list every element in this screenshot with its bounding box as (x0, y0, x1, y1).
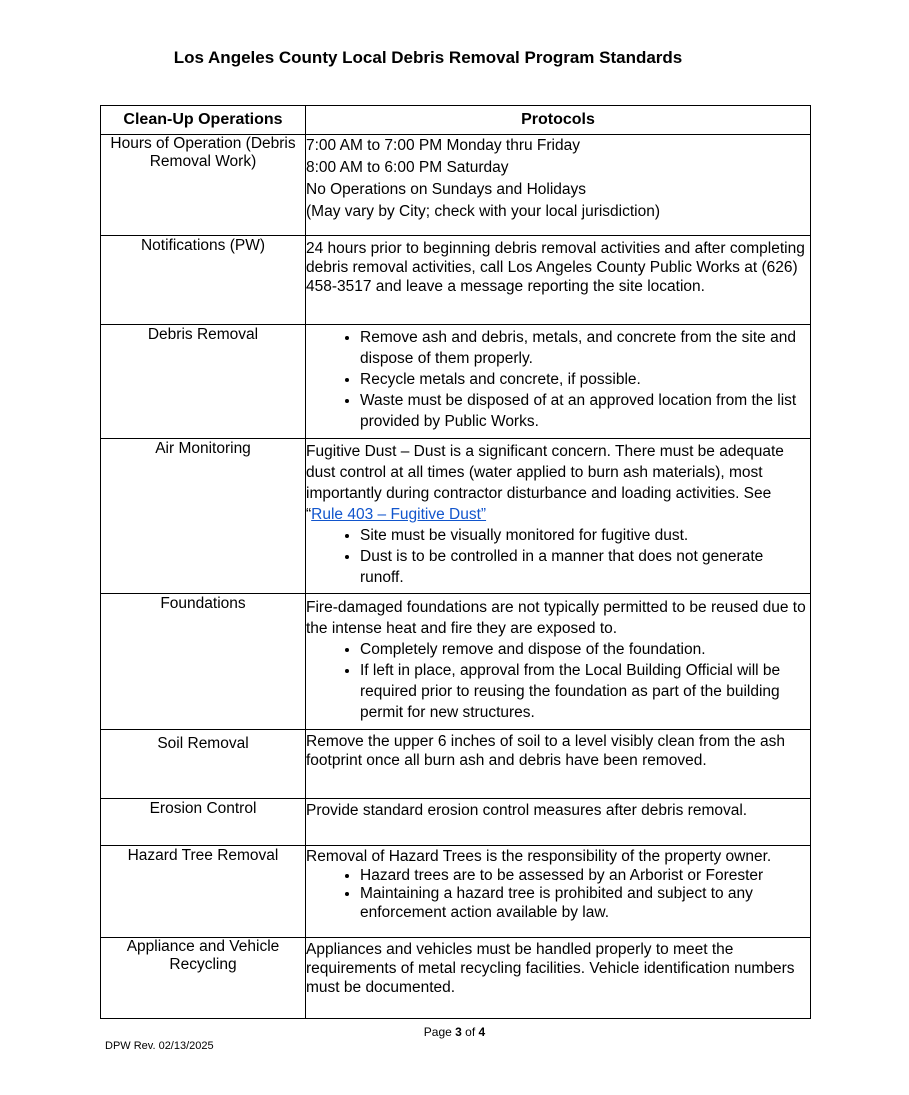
column-header-protocols: Protocols (306, 106, 811, 135)
operation-cell: Air Monitoring (101, 439, 306, 594)
protocol-cell (306, 938, 811, 1019)
operation-cell: Erosion Control (101, 799, 306, 846)
hours-line: No Operations on Sundays and Holidays (306, 181, 587, 198)
hours-line: 8:00 AM to 6:00 PM Saturday (306, 159, 509, 176)
protocol-text: Fugitive Dust – Dust is a significant concern. There must be adequate dust control at all times (water applied to burn ash materials), most importantly during contractor disturbance and loading activities. See “ (306, 443, 784, 523)
protocols-table (100, 105, 811, 1019)
table-row-notifications (101, 236, 811, 325)
operation-cell: Hazard Tree Removal (101, 846, 306, 938)
list-item: • Site must be visually monitored for fugitive dust. (360, 525, 810, 546)
table-row-soil-removal (101, 730, 811, 799)
protocol-cell (306, 594, 811, 730)
operation-cell: Soil Removal (101, 730, 306, 799)
revision-date: DPW Rev. 02/13/2025 (105, 1040, 214, 1052)
protocol-cell (306, 439, 811, 594)
page-of: of (465, 1025, 476, 1039)
table-header-row (101, 106, 811, 135)
page-total: 4 (478, 1025, 486, 1039)
operation-cell: Appliance and Vehicle Recycling (101, 938, 306, 1019)
bullet-list (306, 327, 810, 432)
column-header-operations: Clean-Up Operations (101, 106, 306, 135)
rule-403-link[interactable]: Rule 403 – Fugitive Dust” (311, 506, 487, 523)
protocol-cell (306, 135, 811, 236)
protocol-text: Fire-damaged foundations are not typically permitted to be reused due to the intense heat and fire they are exposed to. (306, 599, 806, 637)
bullet-list (306, 525, 810, 588)
hours-line: 7:00 AM to 7:00 PM Monday thru Friday (306, 137, 580, 154)
bullet-list (306, 639, 810, 723)
table-row-foundations (101, 594, 811, 730)
list-item: • If left in place, approval from the Local Building Official will be required prior to reusing the foundation as part of the building permit for new structures. (360, 660, 810, 723)
page-prefix: Page (423, 1025, 452, 1039)
operation-cell: Notifications (PW) (101, 236, 306, 325)
hours-line: (May vary by City; check with your local jurisdiction) (306, 203, 661, 220)
protocol-cell (306, 799, 811, 846)
page-number (0, 1025, 909, 1039)
protocol-cell (306, 325, 811, 439)
table-row-hours (101, 135, 811, 236)
bullet-list (306, 867, 810, 923)
protocol-text: Appliances and vehicles must be handled properly to meet the requirements of metal recycling facilities. Vehicle identification numbers must be documented. (306, 941, 795, 996)
table-row-air-monitoring (101, 439, 811, 594)
protocol-cell (306, 846, 811, 938)
protocol-cell (306, 236, 811, 325)
table-row-hazard-tree-removal (101, 846, 811, 938)
table-row-erosion-control (101, 799, 811, 846)
page-current: 3 (455, 1025, 462, 1039)
table-row-debris-removal (101, 325, 811, 439)
protocol-text: 24 hours prior to beginning debris removal activities and after completing debris removal activities, call Los Angeles County Public Works at (626) 458-3517 and leave a message reporting the site location. (306, 240, 805, 295)
list-item: • Maintaining a hazard tree is prohibited and subject to any enforcement action available by law. (360, 885, 810, 922)
list-item: • Dust is to be controlled in a manner that does not generate runoff. (360, 546, 810, 588)
list-item: • Remove ash and debris, metals, and concrete from the site and dispose of them properly. (360, 327, 810, 369)
protocol-text: Removal of Hazard Trees is the responsibility of the property owner. (306, 848, 772, 865)
page-title: Los Angeles County Local Debris Removal Program Standards (173, 48, 683, 67)
operation-cell: Hours of Operation (Debris Removal Work) (101, 135, 306, 236)
list-item: • Recycle metals and concrete, if possible. (360, 369, 810, 390)
list-item: • Completely remove and dispose of the foundation. (360, 639, 810, 660)
operation-cell: Debris Removal (101, 325, 306, 439)
list-item: • Hazard trees are to be assessed by an Arborist or Forester (360, 867, 810, 886)
list-item: • Waste must be disposed of at an approved location from the list provided by Public Works. (360, 390, 810, 432)
protocol-text: Remove the upper 6 inches of soil to a level visibly clean from the ash footprint once all burn ash and debris have been removed. (306, 733, 786, 769)
protocol-cell (306, 730, 811, 799)
operation-cell: Foundations (101, 594, 306, 730)
protocol-text: Provide standard erosion control measures after debris removal. (306, 802, 748, 819)
table-row-appliance-vehicle-recycling (101, 938, 811, 1019)
